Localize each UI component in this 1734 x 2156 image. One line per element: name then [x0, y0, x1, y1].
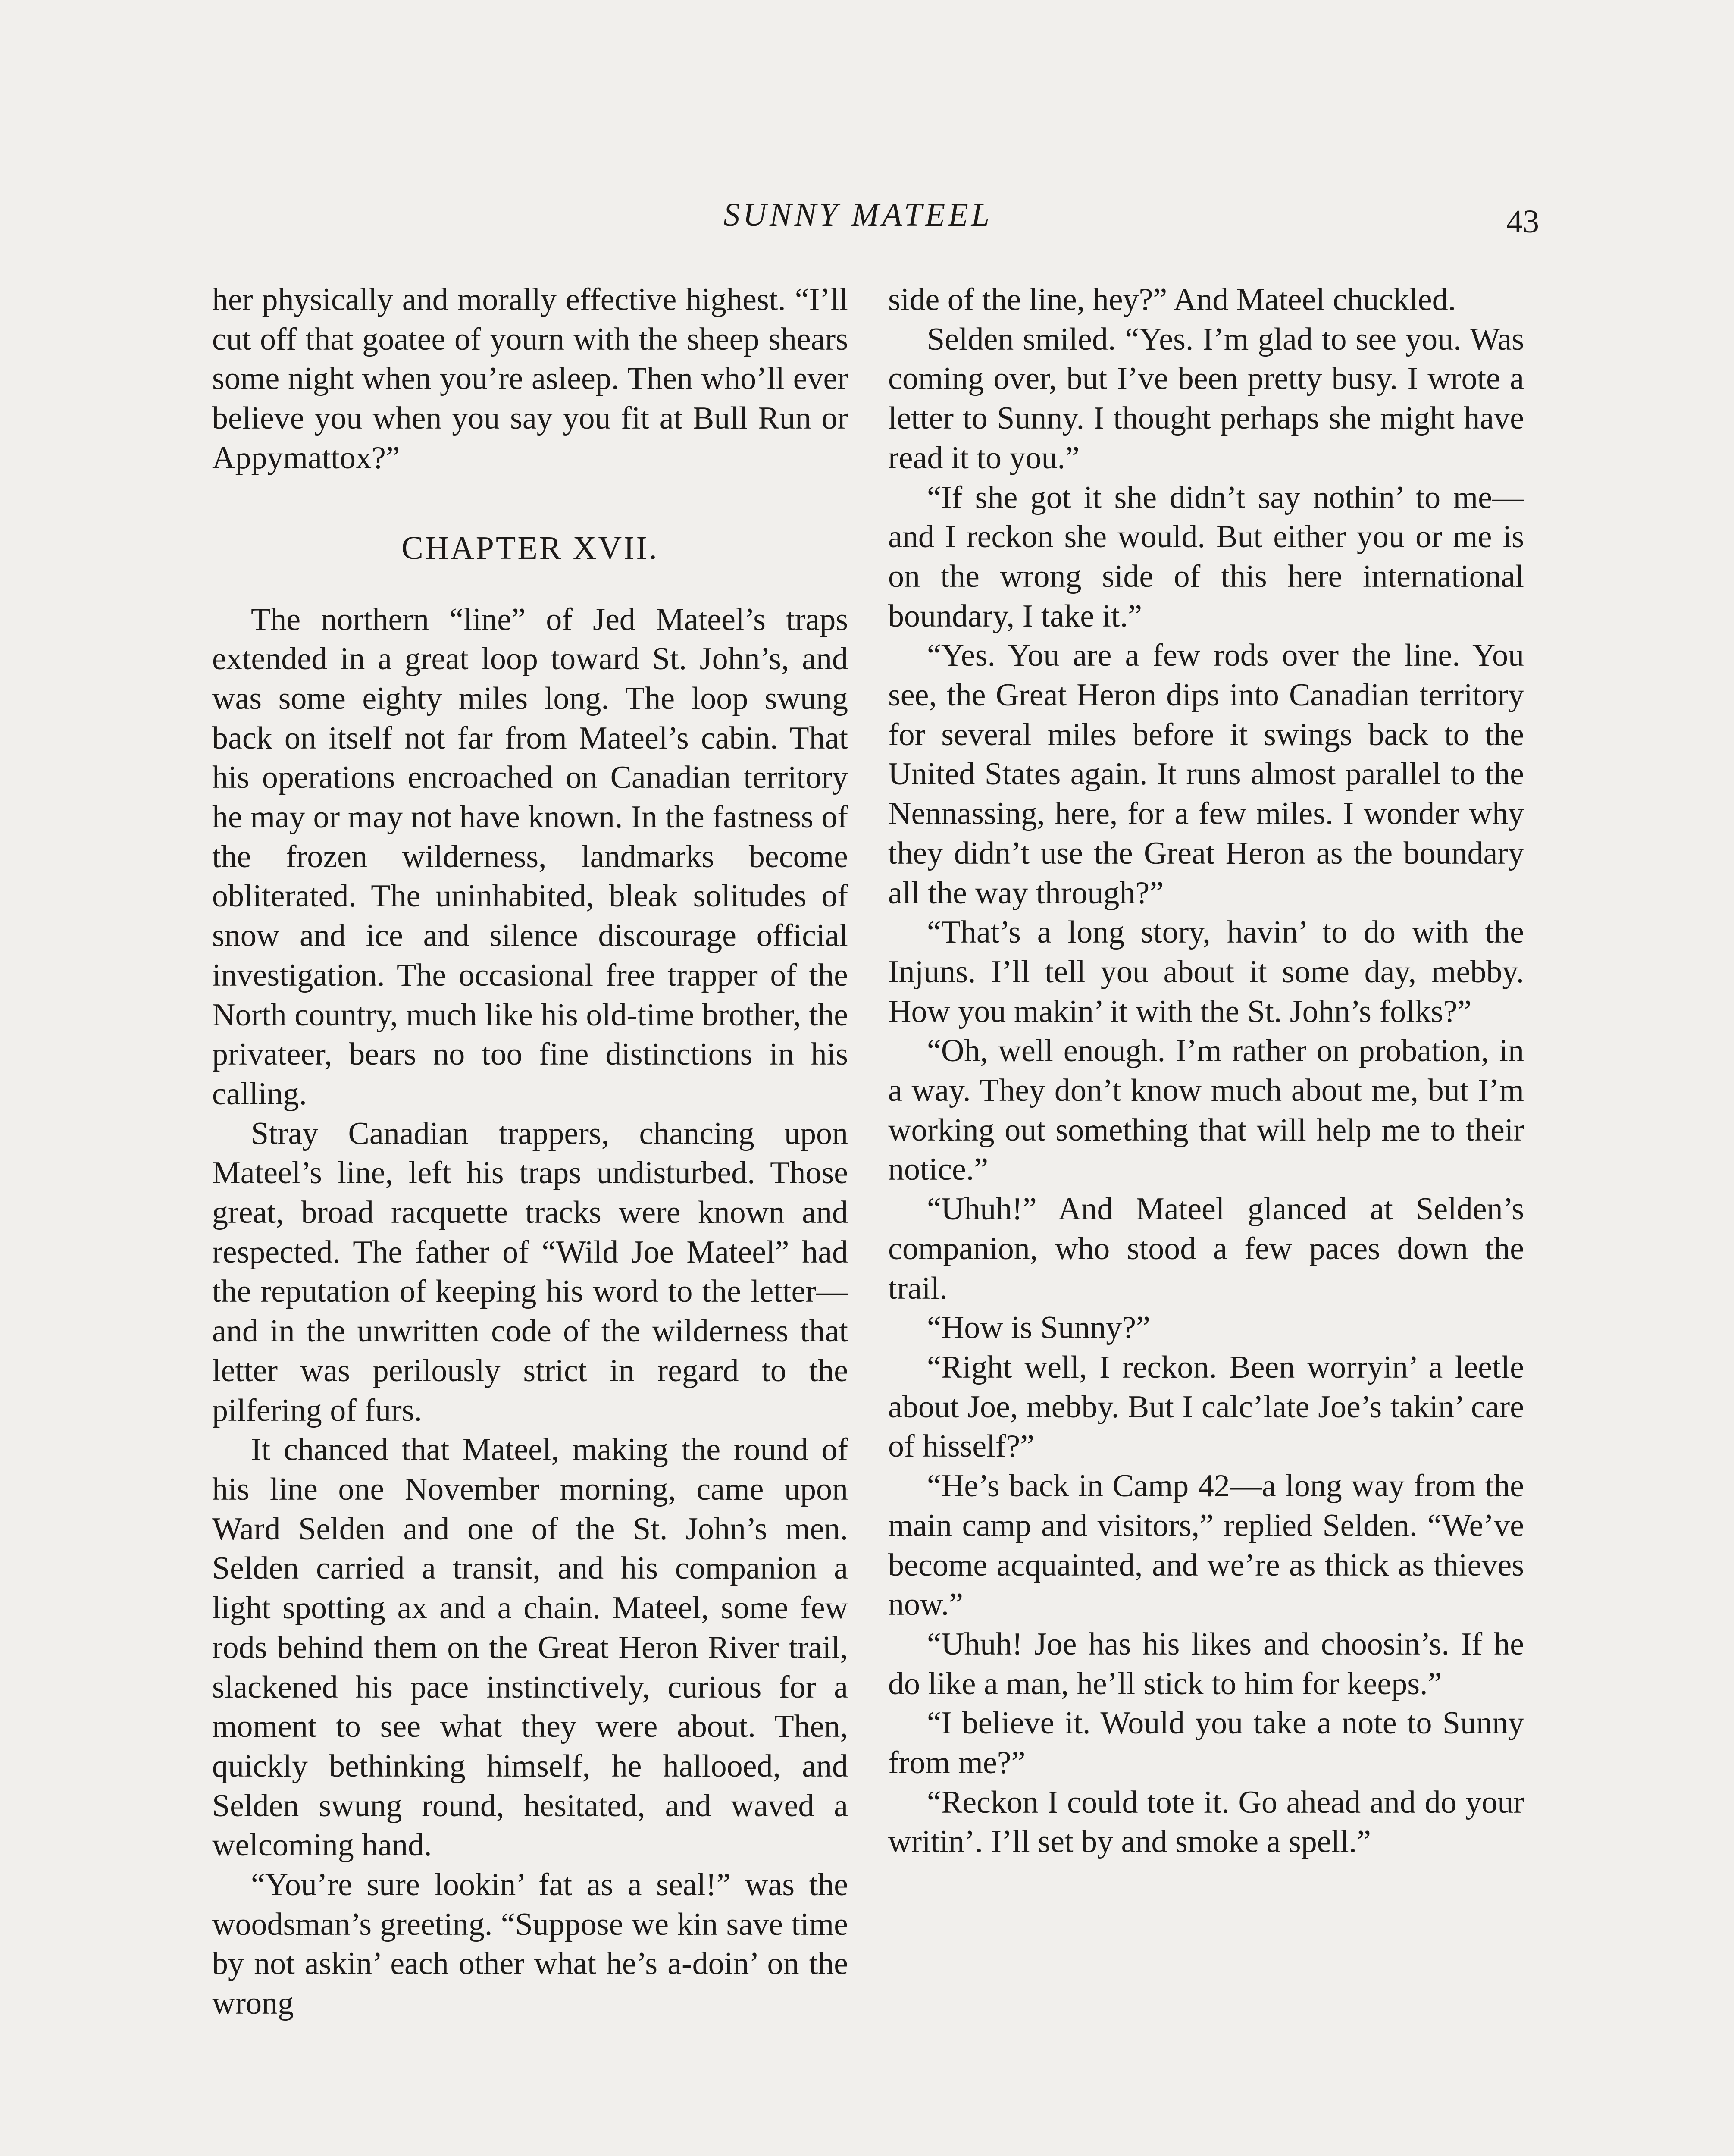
paragraph: “You’re sure lookin’ fat as a seal!” was the woodsman’s greeting. “Suppose we kin save time by not askin’ each other what he’s a-doin’ on the wrong — [212, 1867, 848, 2021]
paragraph: The northern “line” of Jed Mateel’s traps extended in a great loop toward St. John’s, and was some eighty miles long. The loop swung back on itself not far from Mateel’s cabin. That his operations encroached on Canadian territory he may or may not have known. In the fastness of the frozen wilderness, landmarks become obliterated. The uninhabited, bleak solitudes of snow and ice and silence discourage official investigation. The occasional free trapper of the North country, much like his old-time brother, the privateer, bears no too fine distinctions in his calling. — [212, 602, 848, 1112]
paragraph: “Uhuh! Joe has his likes and choosin’s. If he do like a man, he’ll stick to him for keeps.” — [888, 1626, 1524, 1702]
paragraph: Selden smiled. “Yes. I’m glad to see you. Was coming over, but I’ve been pretty busy. I wrote a letter to Sunny. I thought perhaps she might have read it to you.” — [888, 321, 1524, 476]
paragraph: her physically and morally effective highest. “I’ll cut off that goatee of yourn with the sheep shears some night when you’re asleep. Then who’ll ever believe you when you say you fit at Bull Run or Appymattox?” — [212, 282, 848, 476]
paragraph: side of the line, hey?” And Mateel chuckled. — [888, 282, 1456, 317]
chapter-heading: CHAPTER XVII. — [401, 530, 659, 566]
paragraph: “He’s back in Camp 42—a long way from the main camp and visitors,” replied Selden. “We’ve become acquainted, and we’re as thick as thieves now.” — [888, 1468, 1524, 1623]
paragraph: Stray Canadian trappers, chancing upon Mateel’s line, left his traps undisturbed. Those great, broad racquette tracks were known and respected. The father of “Wild Joe Mateel” had the reputation of keeping his word to the letter—and in the unwritten code of the wilderness that letter was perilously strict in regard to the pilfering of furs. — [212, 1116, 848, 1428]
paragraph: “Yes. You are a few rods over the line. You see, the Great Heron dips into Canadian territory for several miles before it swings back to the United States again. It runs almost parallel to the Nennassing, here, for a few miles. I wonder why they didn’t use the Great Heron as the boundary all the way through?” — [888, 638, 1524, 911]
paragraph: It chanced that Mateel, making the round of his line one November morning, came upon Ward Selden and one of the St. John’s men. Selden carried a transit, and his companion a light spotting ax and a chain. Mateel, some few rods behind them on the Great Heron River trail, slackened his pace instinctively, curious for a moment to see what they were about. Then, quickly bethinking himself, he hallooed, and Selden swung round, hesitated, and waved a welcoming hand. — [212, 1432, 848, 1863]
paragraph: “How is Sunny?” — [927, 1310, 1150, 1346]
paragraph: “Reckon I could tote it. Go ahead and do your writin’. I’ll set by and smoke a spell.” — [888, 1784, 1524, 1860]
running-title: SUNNY MATEEL — [723, 197, 992, 233]
paragraph: “Oh, well enough. I’m rather on probation, in a way. They don’t know much about me, but I’m working out something that will help me to their notice.” — [888, 1033, 1524, 1188]
right-column — [888, 280, 1524, 1862]
paragraph: “Right well, I reckon. Been worryin’ a leetle about Joe, mebby. But I calc’late Joe’s takin’ care of hisself?” — [888, 1349, 1524, 1464]
paragraph: “That’s a long story, havin’ to do with the Injuns. I’ll tell you about it some day, mebby. How you makin’ it with the St. John’s folks?” — [888, 915, 1524, 1029]
paragraph: “I believe it. Would you take a note to Sunny from me?” — [888, 1705, 1524, 1781]
left-column — [212, 280, 848, 2024]
paragraph: “If she got it she didn’t say nothin’ to me—and I reckon she would. But either you or me is on the wrong side of this here international boundary, I take it.” — [888, 479, 1524, 634]
page-number: 43 — [1506, 204, 1539, 240]
paragraph: “Uhuh!” And Mateel glanced at Selden’s companion, who stood a few paces down the trail. — [888, 1191, 1524, 1306]
